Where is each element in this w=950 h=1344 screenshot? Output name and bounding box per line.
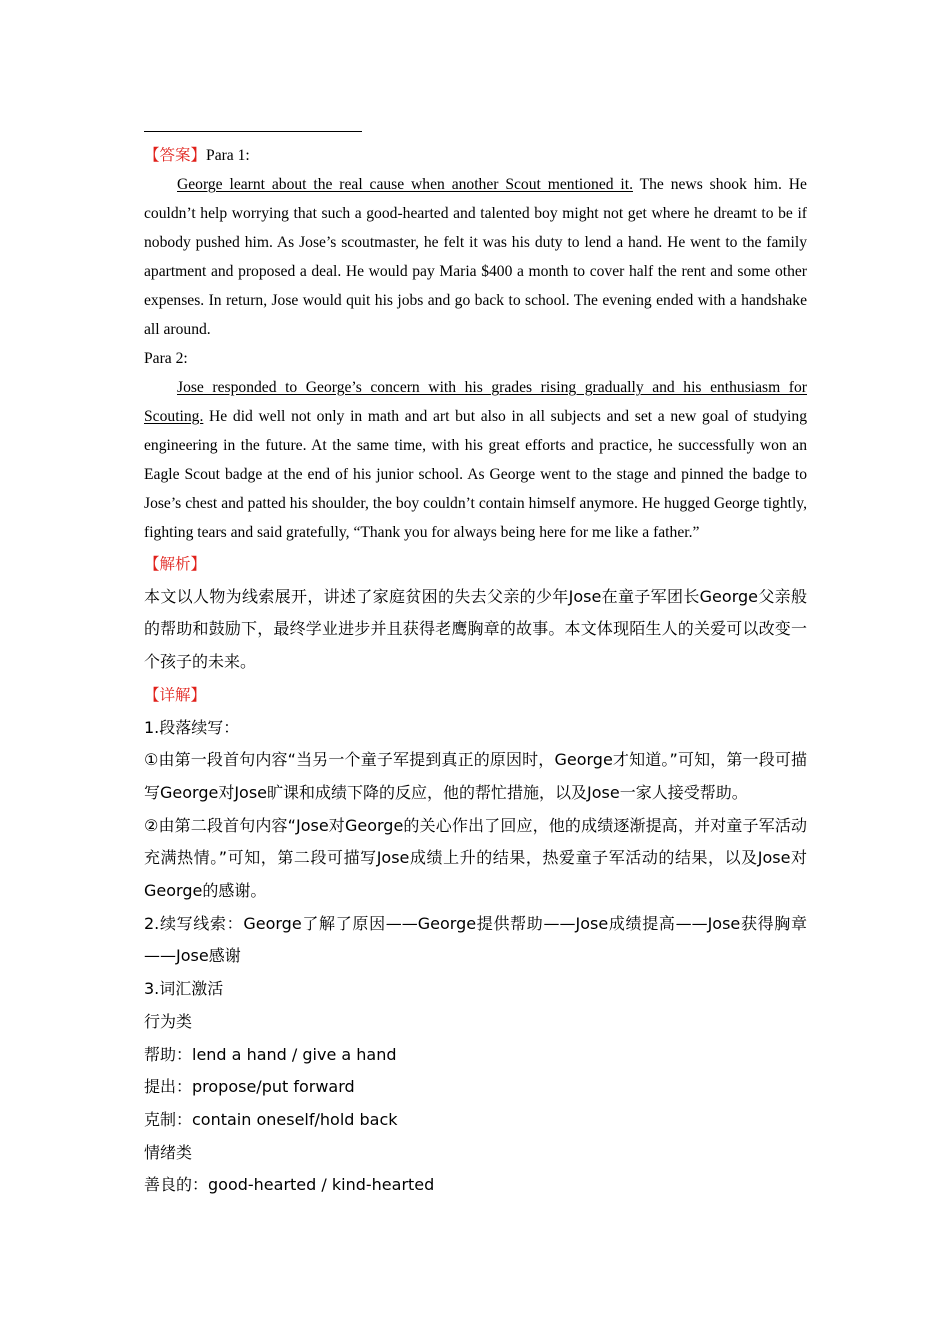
vocab-category-emotion: 情绪类 [144, 1142, 193, 1162]
analysis-tag: 【解析】 [144, 555, 207, 573]
detail-heading-1: 1.段落续写： [144, 717, 240, 737]
para2-label: Para 2: [144, 350, 188, 367]
para1-text [144, 170, 807, 344]
vocab-item: 克制：contain oneself/hold back [144, 1109, 398, 1129]
vocab-item: 提出：propose/put forward [144, 1077, 355, 1097]
para2-first-sentence: Jose responded to George’s concern with his grades rising gradually and his enthusiasm for Scouting. [144, 379, 807, 425]
detail-tag: 【详解】 [144, 685, 207, 704]
answer-tag: 【答案】 [144, 146, 207, 164]
analysis-text: 本文以人物为线索展开，讲述了家庭贫困的失去父亲的少年Jose在童子军团长George父亲般的帮助和鼓励下，最终学业进步并且获得老鹰胸章的故事。本文体现陌生人的关爱可以改变一个孩子的未来。 [144, 586, 807, 672]
detail-heading-2: 2.续写线索：George了解了原因——George提供帮助——Jose成绩提高——Jose获得胸章——Jose感谢 [144, 913, 807, 966]
detail-point-1: ①由第一段首句内容“当另一个童子军提到真正的原因时，George才知道。”可知，第一段可描写George对Jose旷课和成绩下降的反应，他的帮忙措施，以及Jose一家人接受帮助。 [144, 750, 807, 802]
para1-label: Para 1: [206, 147, 250, 164]
answer-header [144, 141, 807, 170]
answer-content [144, 141, 807, 1202]
vocab-item: 帮助：lend a hand / give a hand [144, 1044, 397, 1064]
para1-first-sentence: George learnt about the real cause when another Scout mentioned it. [177, 176, 633, 193]
para1-body: The news shook him. He couldn’t help worrying that such a good-hearted and talented boy might not get where he dreamt to be if nobody pushed him. As Jose’s scoutmaster, he felt it was his duty to lend a hand. He went to the family apartment and proposed a deal. He would pay Maria $400 a month to cover half the rent and some other expenses. In return, Jose would quit his jobs and go back to school. The evening ended with a handshake all around. [144, 176, 807, 338]
detail-heading-3: 3.词汇激活 [144, 979, 224, 999]
para2-body: He did well not only in math and art but also in all subjects and set a new goal of studying engineering in the future. At the same time, with his great efforts and practice, he successfully won an Eagle Scout badge at the end of his junior school. As George went to the stage and pinned the badge to Jose’s chest and patted his shoulder, the boy couldn’t contain himself anymore. He hugged George tightly, fighting tears and said gratefully, “Thank you for always being here for me like a father.” [144, 408, 807, 541]
para2-text [144, 373, 807, 547]
detail-point-2: ②由第二段首句内容“Jose对George的关心作出了回应，他的成绩逐渐提高，并对童子军活动充满热情。”可知，第二段可描写Jose成绩上升的结果，热爱童子军活动的结果，以及Jose对George的感谢。 [144, 815, 807, 901]
vocab-item: 善良的：good-hearted / kind-hearted [144, 1175, 435, 1195]
vocab-category-behavior: 行为类 [144, 1011, 193, 1031]
separator-line [144, 131, 362, 132]
